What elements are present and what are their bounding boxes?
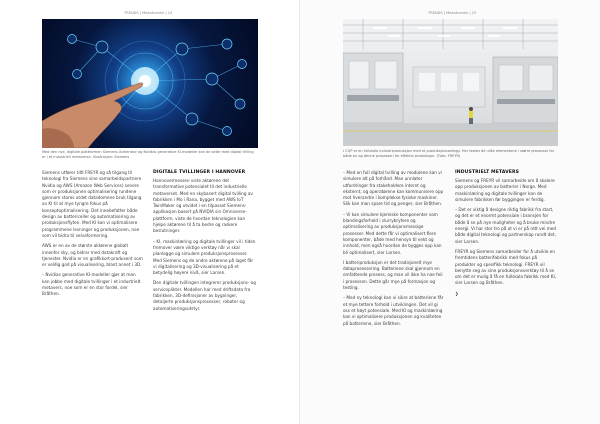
paragraph: – Vi kan simulere kjemiske komponenter som blandingsforhold i slurrybrytere og optimalisering av produksjonsmessige prosesser. Med dette får vi optimalisert flere komponenter, både med hensyn til vekt og innhold, men også hvordan de bygges opp kan bli optimalisert, sier Larsen. (343, 211, 442, 255)
right-page (300, 0, 600, 424)
paragraph: I batteriproduksjon er det tradisjonelt mye dataprosessering. Batteriene skal gjennom en omfattende prosess, og man vil ikke ha noe feil i prosessen. Dette går mye på formasjon og testing. (343, 259, 443, 291)
section-heading: INDUSTRIELT METAVERS (455, 170, 520, 175)
article-end-icon: ❯ (455, 290, 459, 296)
factory-interior-photo (343, 19, 558, 146)
photo-caption: I CQP er en fullskala industriproduksjon med et produksjonsanlegg. Her testes de ulike elementene i større prosesser for både en og denne prosessen for effektiv produksjon. (Foto: FREYR) (343, 149, 555, 158)
text-column-1 (42, 170, 143, 302)
ai-network-illustration (42, 19, 258, 148)
paragraph: – Med en full digital tvilling av modulene kan vi simulere alt på forhånd. Man unnlater utfordringer fra stakeholdere internt og eksternt, og operatørene kan kommunisere opp mot hverandre i komplekse fysiske maskiner. Slik kan man spare tid og penger, sier Bråthen. (343, 170, 444, 207)
photo-caption: Med den nye, digitale plattformen Siemens Xcelerator og Nvidias generative KI-modeller kan de sette med digital trilling er i et industriell metaverse. Illustrasjon: Siemens (42, 150, 254, 159)
hand-touching-ai-network-photo (42, 19, 258, 148)
paragraph: Den digitale tvillingen integrerer produksjons- og serviceplikter. Modellen har med driftsdata fra fabrikken, 3D-definisjoner av bygninger, detaljerte produksjonsprosesser, roboter og automatiseringsutstyr. (153, 280, 256, 311)
section-heading: DIGITALE TVILLINGER I HANNOVER (153, 170, 246, 175)
paragraph: AWS er en av de største aktørene globalt innenfor sky, og bidrar med datakraft og tjenester. Nvidia er en grafikkort-produsent som er veldig god på visualisering, blant annet i 3D. (42, 243, 143, 268)
paragraph: Hannovermessen viste aktørene det transformative potensialet til det industrielle metaverset. Med en skybasert digital tvilling av fabrikken i Mo i Rana, bygget med AWS IoT TwinMaker og utvidet i en tilpasset Siemens-applikasjon basert på NVIDIA sin Omniverse-plattform, viste de hvordan teknologien kan hjelpe aktørene til å ta bedre og raskere beslutninger. (153, 178, 253, 234)
paragraph: – Det er viktig å designe riktig fabrikk fra start, og det er et enormt potensiale i bransjen for både å se på nye muligheter og å bruke mindre energi. Vi har stor tro på at vi er på rett vei med både digital teknologi og partnerskap rundt det, sier Larsen. (455, 207, 557, 244)
running-head: TRENDS | Mekatronikk | 25 (428, 11, 477, 15)
text-column-1 (343, 170, 445, 331)
factory-hall-illustration (343, 19, 558, 146)
paragraph: – KI, maskinlæring og digitale tvillinger vil i tiden fremover være viktige verktøy når vi skal planlegge og simulere produksjonsprosesser. Med Siemens og de andre aktørene på laget får vi digitalisering og 3D-visualisering på et betydelig høyere nivå, sier Larsen. (153, 238, 256, 276)
running-head: TRENDS | Mekatronikk | 24 (124, 11, 173, 15)
text-column-2 (153, 170, 257, 316)
paragraph: FREYR og Siemens samarbeider for å utvikle en fremtidens batterifabrikk med fokus på produkter og spesifikk teknologi. FREYR vil benytte seg av sine produksjonsverktøy til å se om det er mulig å få en fullskala fabrikk med KI, sier Larsen og Bråthen. (455, 248, 557, 286)
text-column-2 (455, 170, 558, 297)
paragraph: Siemens og FREYR vil samarbeide om å skalere opp produksjonen av batterier i Norge. Med maskinlæring og digitale tvillinger kan de simulere fabrikken før byggingen er ferdig. (455, 178, 555, 202)
paragraph: – Med ny teknologi kan vi sikre at batteriene får et mye tettere forhold i utviklingen. Det vil gi oss et høyt potensiale. Med KI og maskinlæring kan vi optimalisere produksjonen og kvaliteten på batteriene, sier Bråthen. (343, 295, 444, 326)
paragraph: – Nvidias generative KI-modeller gjør at man kan jobbe med digitale tvillinger i et industrielt metavers, noe som er en stor fordel, sier Bråthen. (42, 272, 141, 297)
paragraph: Siemens utfører tiltl FREYR og så tilgang til teknologi fra Siemens sine samarbeidspartnere Nvidia og AWS (Amazon Web Services) senere som er produksjonen optimalisering rundene gjennom stores utdet datadomene bruk tilgang av KI til at mye tyngre fokus på konseptoptimalisering. Det innebefatter både design av battericeller og automatisering av produksjonsflyten. Med KI kan vi optimalisere programmene lesninger og produksjonen, noe som vil bidra til selvaformering. (42, 170, 142, 238)
